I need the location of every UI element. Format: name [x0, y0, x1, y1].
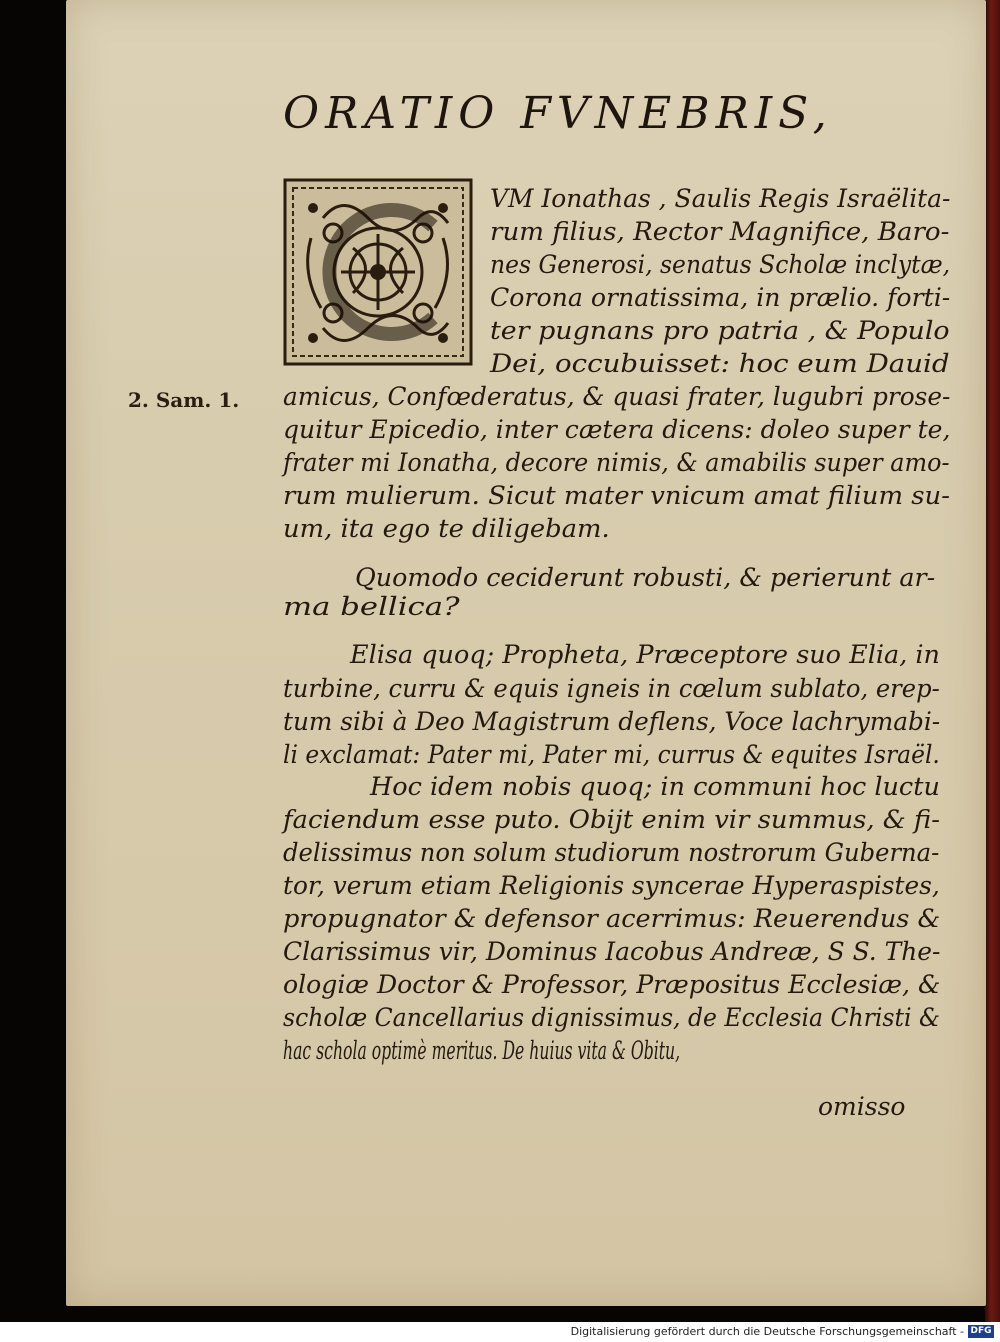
footer-bar: [0, 1322, 1000, 1342]
catchword: omisso: [818, 1092, 906, 1121]
text-line: Elisa quoq; Propheta, Præceptore suo Elia, in: [350, 640, 940, 669]
text-line: Dei, occubuisset: hoc eum Dauid: [490, 349, 950, 378]
text-line: Corona ornatissima, in prælio. forti-: [490, 283, 951, 312]
text-line: propugnator & defensor acerrimus: Reuerendus &: [283, 904, 941, 933]
text-line: rum filius, Rector Magnifice, Baro-: [490, 217, 950, 246]
text-line: ter pugnans pro patria , & Populo: [490, 316, 950, 345]
text-line: frater mi Ionatha, decore nimis, & amabilis super amo-: [283, 448, 950, 477]
text-line: tor, verum etiam Religionis syncerae Hyperaspistes,: [283, 871, 940, 900]
text-line: ologiæ Doctor & Professor, Præpositus Ecclesiæ, &: [283, 970, 941, 999]
text-line: VM Ionathas , Saulis Regis Israëlita-: [490, 184, 951, 213]
text-line: delissimus non solum studiorum nostrorum Guberna-: [283, 838, 940, 867]
text-line: nes Generosi, senatus Scholæ inclytæ,: [490, 250, 951, 279]
text-line: tum sibi à Deo Magistrum deflens, Voce lachrymabi-: [283, 707, 941, 736]
text-line: hac schola optimè meritus. De huius vita & Obitu,: [283, 1036, 681, 1065]
text-line: quitur Epicedio, inter cætera dicens: doleo super te,: [283, 415, 951, 444]
text-line: Clarissimus vir, Dominus Iacobus Andreæ, S S. The-: [283, 937, 941, 966]
text-line: faciendum esse puto. Obijt enim vir summus, & fi-: [283, 805, 940, 834]
text-line: ma bellica?: [283, 592, 460, 621]
footer-credit: Digitalisierung gefördert durch die Deutsche Forschungsgemeinschaft -: [570, 1325, 964, 1338]
text-line: Quomodo ceciderunt robusti, & perierunt ar-: [355, 563, 936, 592]
text-line: scholæ Cancellarius dignissimus, de Ecclesia Christi &: [283, 1003, 940, 1032]
text-line: rum mulierum. Sicut mater vnicum amat filium su-: [283, 481, 950, 510]
text-line: turbine, curru & equis igneis in cœlum sublato, erep-: [283, 674, 940, 703]
text-line: Hoc idem nobis quoq; in communi hoc luctu: [370, 772, 940, 801]
page-heading: ORATIO FVNEBRIS,: [283, 88, 833, 139]
dfg-logo-icon: DFG: [968, 1325, 994, 1338]
text-line: um, ita ego te diligebam.: [283, 514, 610, 543]
text-line: amicus, Confœderatus, & quasi frater, lugubri prose-: [283, 382, 951, 411]
margin-note: 2. Sam. 1.: [128, 388, 240, 412]
text-line: li exclamat: Pater mi, Pater mi, currus & equites Israël.: [283, 740, 940, 769]
